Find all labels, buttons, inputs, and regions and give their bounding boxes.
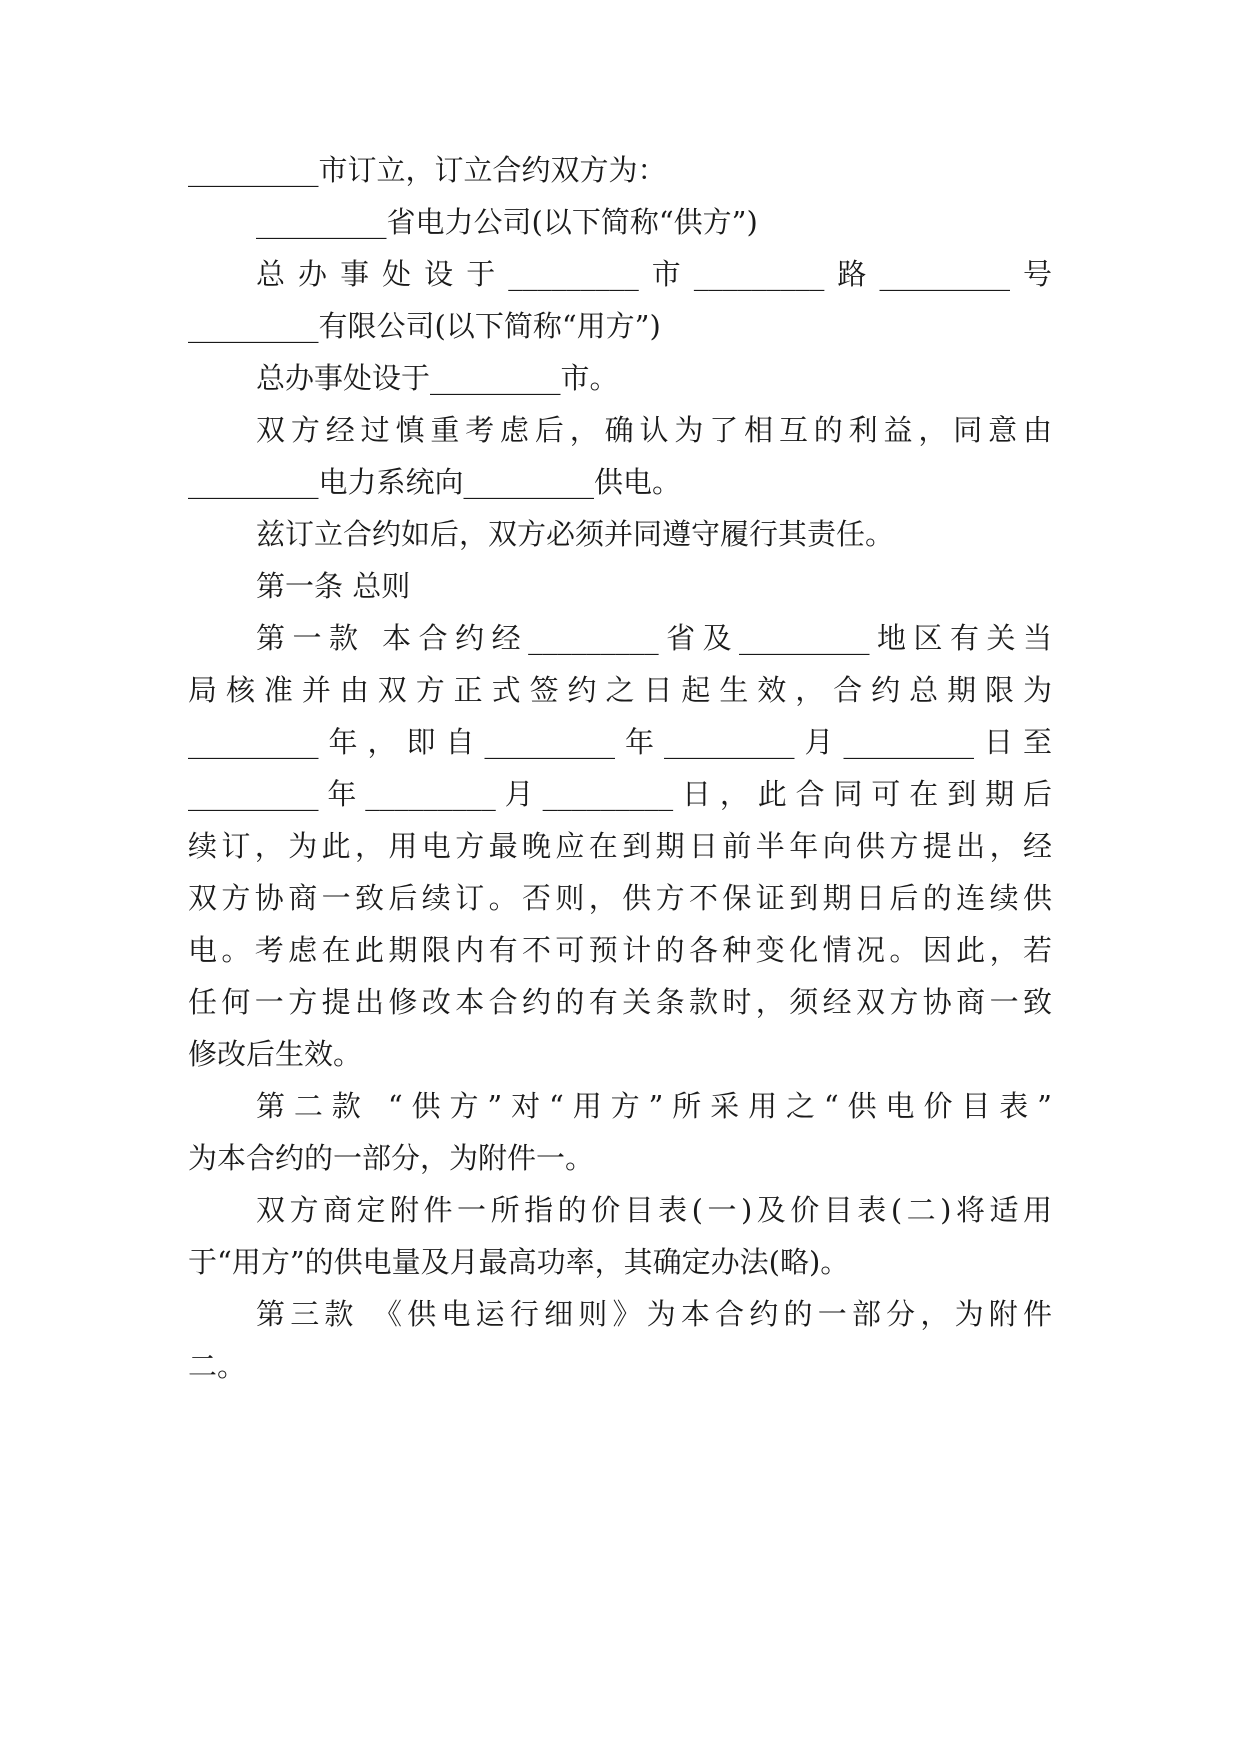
text-line: 为本合约的一部分，为附件一。 xyxy=(188,1141,595,1175)
text-line: 兹订立合约如后，双方必须并同遵守履行其责任。 xyxy=(256,517,895,551)
text-line: _________有限公司(以下简称“用方”) xyxy=(188,309,661,343)
text-line: 总办事处设于_________市。 xyxy=(256,361,619,395)
text-line: 第三款 《供电运行细则》为本合约的一部分，为附件 xyxy=(256,1297,1052,1331)
text-line: 续订，为此，用电方最晚应在到期日前半年向供方提出，经 xyxy=(188,829,1052,863)
text-line: _________年，即自_________年_________月_________日至 xyxy=(188,725,1052,759)
text-line: 第二款 “供方”对“用方”所采用之“供电价目表” xyxy=(256,1089,1052,1123)
text-line: 双方商定附件一所指的价目表(一)及价目表(二)将适用 xyxy=(256,1193,1052,1227)
text-line: _________省电力公司(以下简称“供方”) xyxy=(256,205,758,239)
text-line: 双方协商一致后续订。否则，供方不保证到期日后的连续供 xyxy=(188,881,1052,915)
text-line: 修改后生效。 xyxy=(188,1037,363,1071)
section-heading: 第一条 总则 xyxy=(256,569,411,603)
text-line: 局核准并由双方正式签约之日起生效，合约总期限为 xyxy=(188,673,1052,707)
text-line: _________电力系统向_________供电。 xyxy=(188,465,682,499)
text-line: 第一款 本合约经_________省及_________地区有关当 xyxy=(256,621,1052,655)
text-line: _________年_________月_________日，此合同可在到期后 xyxy=(188,777,1052,811)
text-line: 总办事处设于_________市_________路_________号 xyxy=(256,257,1052,291)
text-line: 任何一方提出修改本合约的有关条款时，须经双方协商一致 xyxy=(188,985,1052,1019)
text-line: 电。考虑在此期限内有不可预计的各种变化情况。因此，若 xyxy=(188,933,1052,967)
text-line: 二。 xyxy=(188,1349,247,1383)
text-line: 双方经过慎重考虑后，确认为了相互的利益，同意由 xyxy=(256,413,1052,447)
text-line: _________市订立，订立合约双方为： xyxy=(188,153,667,187)
text-line: 于“用方”的供电量及月最高功率，其确定办法(略)。 xyxy=(188,1245,850,1279)
